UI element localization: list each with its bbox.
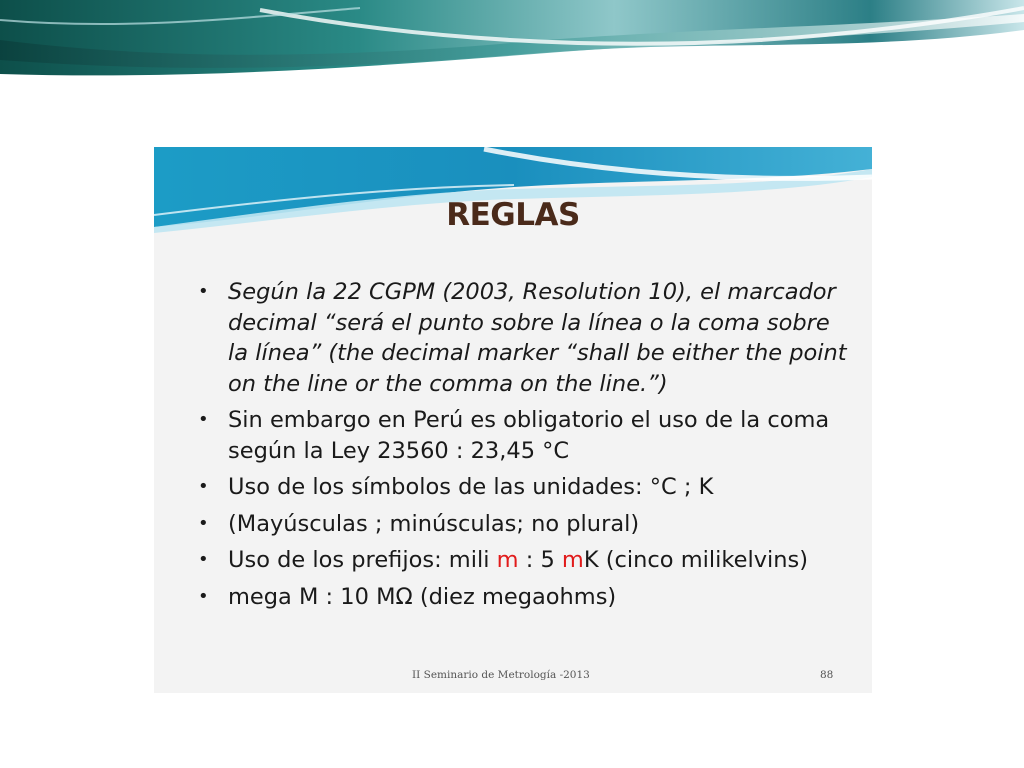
bullet-dot: • bbox=[198, 476, 209, 497]
prefix-text: Uso de los prefijos: mili bbox=[228, 547, 497, 573]
list-item bbox=[198, 509, 853, 540]
page-number: 88 bbox=[820, 669, 834, 681]
list-item bbox=[198, 405, 853, 466]
slide-image bbox=[154, 147, 872, 693]
list-item bbox=[198, 582, 853, 613]
bullet-text: Uso de los símbolos de las unidades: °C ; K bbox=[228, 474, 714, 500]
bullet-text: Sin embargo en Perú es obligatorio el uso de la coma según la Ley 23560 : 23,45 °C bbox=[228, 407, 830, 464]
list-item bbox=[198, 472, 853, 503]
bullet-text: Según la 22 CGPM (2003, Resolution 10), el marcador decimal “será el punto sobre la línea o la coma sobre la línea” (the decimal marker “shall be either the point on the line or the comma on the line.”) bbox=[228, 279, 847, 397]
bullet-text: mega M : 10 MΩ (diez megaohms) bbox=[228, 583, 617, 610]
prefix-symbol: m bbox=[561, 547, 584, 573]
bullet-dot: • bbox=[198, 585, 209, 607]
slide-footer: II Seminario de Metrología -2013 bbox=[412, 669, 590, 681]
bullet-list bbox=[198, 277, 853, 618]
list-item bbox=[198, 545, 853, 576]
bullet-text: (Mayúsculas ; minúsculas; no plural) bbox=[228, 510, 640, 537]
bullet-dot: • bbox=[198, 549, 209, 570]
header-wave-decoration bbox=[0, 0, 1024, 90]
bullet-dot: • bbox=[198, 281, 209, 302]
slide-title: REGLAS bbox=[446, 197, 580, 233]
bullet-text bbox=[228, 547, 808, 573]
prefix-example: : 5 bbox=[518, 547, 562, 573]
prefix-example-unit: K (cinco milikelvins) bbox=[583, 547, 809, 573]
bullet-dot: • bbox=[198, 409, 209, 430]
bullet-dot: • bbox=[198, 512, 209, 534]
prefix-symbol: m bbox=[496, 547, 519, 573]
list-item bbox=[198, 277, 853, 399]
